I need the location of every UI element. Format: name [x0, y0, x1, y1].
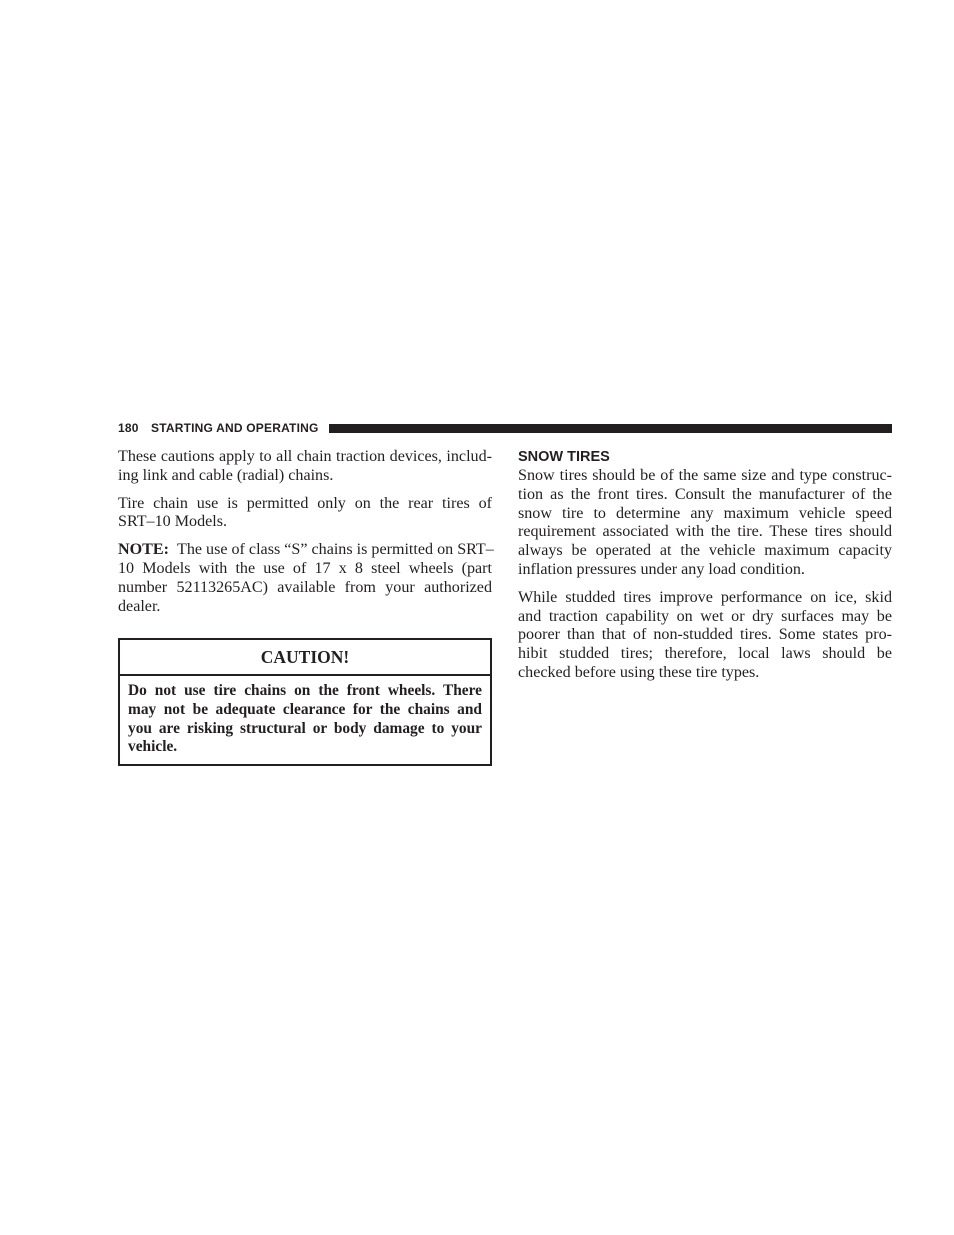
- section-title: STARTING AND OPERATING: [151, 421, 319, 435]
- note-label: NOTE:: [118, 541, 169, 559]
- chain-cautions-paragraph: These cautions apply to all chain traction devices, includ- ing link and cable (radial) chains.: [118, 448, 492, 484]
- note-paragraph: NOTE: The use of class “S” chains is permitted on SRT– 10 Models with the use of 17 x 8 steel wheels (part number 52113265AC) available from your authorized dealer.: [118, 541, 494, 615]
- caution-body: Do not use tire chains on the front wheels. There may not be adequate clearance for the chains and you are risking structural or body damage to your vehicle.: [128, 682, 482, 756]
- header-rule: [329, 424, 892, 433]
- right-column: [518, 448, 892, 692]
- left-column: [118, 448, 492, 625]
- page-header: [118, 420, 892, 436]
- page-number: 180: [118, 421, 139, 435]
- note-first-line: NOTE: The use of class “S” chains is permitted on SRT–: [118, 541, 494, 559]
- snow-tires-heading: SNOW TIRES: [518, 449, 610, 465]
- chain-use-paragraph: Tire chain use is permitted only on the rear tires of SRT–10 Models.: [118, 494, 492, 531]
- snow-tires-paragraph: Snow tires should be of the same size and type construc- tion as the front tires. Consult the manufacturer of the snow tire to determine any maximum vehicle speed requirement associated with the tire. These tires should always be operated at the vehicle maximum capacity inflation pressures under any load condition.: [518, 467, 892, 578]
- caution-box: [118, 638, 492, 766]
- caution-title: CAUTION!: [120, 640, 490, 676]
- studded-tires-paragraph: While studded tires improve performance on ice, skid and traction capability on wet or dry surfaces may be poorer than that of non-studded tires. Some states pro- hibit studded tires; therefore, local laws should be checked before using these tire types.: [518, 588, 892, 681]
